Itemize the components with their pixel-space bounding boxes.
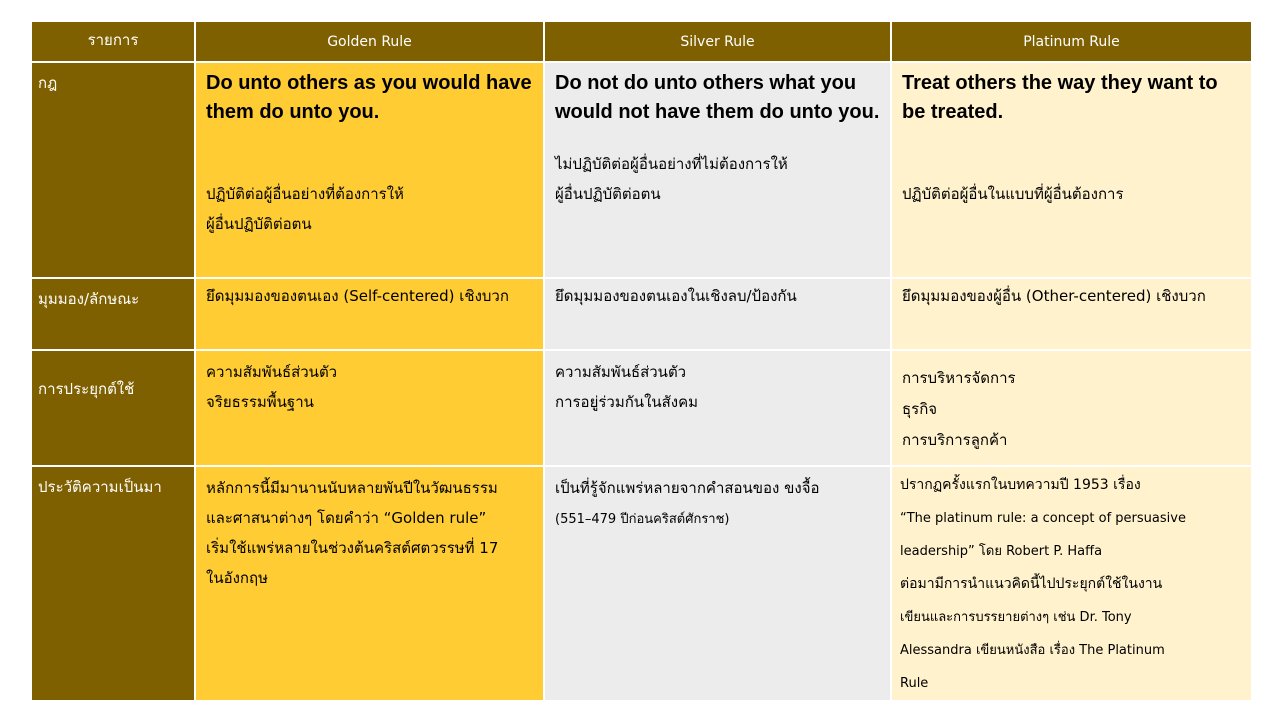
golden-history-line-1: หลักการนี้มีมานานนับหลายพันปีในวัฒนธรรม bbox=[206, 479, 498, 497]
rules-comparison-table bbox=[30, 20, 1253, 702]
platinum-history-line-6: Alessandra เขียนหนังสือ เรื่อง The Platinum bbox=[900, 643, 1165, 658]
platinum-perspective-text: ยึดมุมมองของผู้อื่น (Other-centered) เชิงบวก bbox=[902, 287, 1206, 305]
golden-rule-thai-line-1: ปฏิบัติต่อผู้อื่นอย่างที่ต้องการให้ bbox=[206, 185, 404, 203]
golden-history-line-3: เริ่มใช้แพร่หลายในช่วงต้นคริสต์ศตวรรษที่ 17 bbox=[206, 539, 499, 557]
table-row-history bbox=[31, 466, 1252, 701]
header-golden-rule: Golden Rule bbox=[195, 21, 544, 62]
platinum-history-line-5: เขียนและการบรรยายต่างๆ เช่น Dr. Tony bbox=[900, 610, 1132, 625]
golden-history-cell bbox=[195, 466, 544, 701]
platinum-history-line-1: ปรากฏครั้งแรกในบทความปี 1953 เรื่อง bbox=[900, 477, 1141, 493]
silver-history-cell bbox=[544, 466, 891, 701]
silver-application-line-1: ความสัมพันธ์ส่วนตัว bbox=[555, 363, 687, 381]
platinum-rule-english: Treat others the way they want to be treated. bbox=[902, 72, 1218, 123]
golden-perspective-text: ยึดมุมมองของตนเอง (Self-centered) เชิงบวก bbox=[206, 287, 509, 305]
platinum-application-line-1: การบริหารจัดการ bbox=[902, 369, 1016, 387]
header-item: รายการ bbox=[31, 21, 195, 62]
platinum-perspective-cell bbox=[891, 278, 1252, 350]
silver-application-line-2: การอยู่ร่วมกันในสังคม bbox=[555, 393, 699, 411]
golden-rule-thai-line-2: ผู้อื่นปฏิบัติต่อตน bbox=[206, 215, 312, 233]
silver-rule-english: Do not do unto others what you would not have them do unto you. bbox=[555, 72, 880, 123]
silver-rule-thai-line-1: ไม่ปฏิบัติต่อผู้อื่นอย่างที่ไม่ต้องการให้ bbox=[555, 155, 788, 173]
silver-perspective-cell bbox=[544, 278, 891, 350]
silver-perspective-text: ยึดมุมมองของตนเองในเชิงลบ/ป้องกัน bbox=[555, 287, 797, 305]
platinum-history-cell bbox=[891, 466, 1252, 701]
silver-rule-thai-line-2: ผู้อื่นปฏิบัติต่อตน bbox=[555, 185, 661, 203]
row-label-application: การประยุกต์ใช้ bbox=[31, 350, 195, 466]
platinum-history-line-3: leadership” โดย Robert P. Haffa bbox=[900, 544, 1103, 559]
platinum-application-line-3: การบริการลูกค้า bbox=[902, 431, 1008, 449]
silver-history-line-2: (551–479 ปีก่อนคริสต์ศักราช) bbox=[555, 512, 730, 527]
table-row-application bbox=[31, 350, 1252, 466]
golden-application-cell bbox=[195, 350, 544, 466]
header-row bbox=[31, 21, 1252, 62]
golden-rule-cell bbox=[195, 62, 544, 278]
header-silver-rule: Silver Rule bbox=[544, 21, 891, 62]
header-platinum-rule: Platinum Rule bbox=[891, 21, 1252, 62]
golden-history-line-2: และศาสนาต่างๆ โดยคำว่า “Golden rule” bbox=[206, 509, 487, 527]
platinum-application-line-2: ธุรกิจ bbox=[902, 400, 938, 418]
table-row-rule bbox=[31, 62, 1252, 278]
row-label-history: ประวัติความเป็นมา bbox=[31, 466, 195, 701]
silver-history-line-1: เป็นที่รู้จักแพร่หลายจากคำสอนของ ขงจื้อ bbox=[555, 479, 820, 497]
silver-application-cell bbox=[544, 350, 891, 466]
golden-history-line-4: ในอังกฤษ bbox=[206, 569, 268, 587]
golden-application-line-1: ความสัมพันธ์ส่วนตัว bbox=[206, 363, 338, 381]
platinum-history-line-7: Rule bbox=[900, 676, 929, 691]
table-row-perspective bbox=[31, 278, 1252, 350]
platinum-application-cell bbox=[891, 350, 1252, 466]
golden-application-line-2: จริยธรรมพื้นฐาน bbox=[206, 393, 314, 411]
silver-rule-cell bbox=[544, 62, 891, 278]
row-label-perspective: มุมมอง/ลักษณะ bbox=[31, 278, 195, 350]
golden-perspective-cell bbox=[195, 278, 544, 350]
row-label-rule: กฎ bbox=[31, 62, 195, 278]
platinum-history-line-2: “The platinum rule: a concept of persuasive bbox=[900, 511, 1186, 526]
golden-rule-english: Do unto others as you would have them do unto you. bbox=[206, 72, 532, 123]
platinum-rule-cell bbox=[891, 62, 1252, 278]
platinum-rule-thai-line-1: ปฏิบัติต่อผู้อื่นในแบบที่ผู้อื่นต้องการ bbox=[902, 185, 1124, 203]
platinum-history-line-4: ต่อมามีการนำแนวคิดนี้ไปประยุกต์ใช้ในงาน bbox=[900, 576, 1163, 592]
